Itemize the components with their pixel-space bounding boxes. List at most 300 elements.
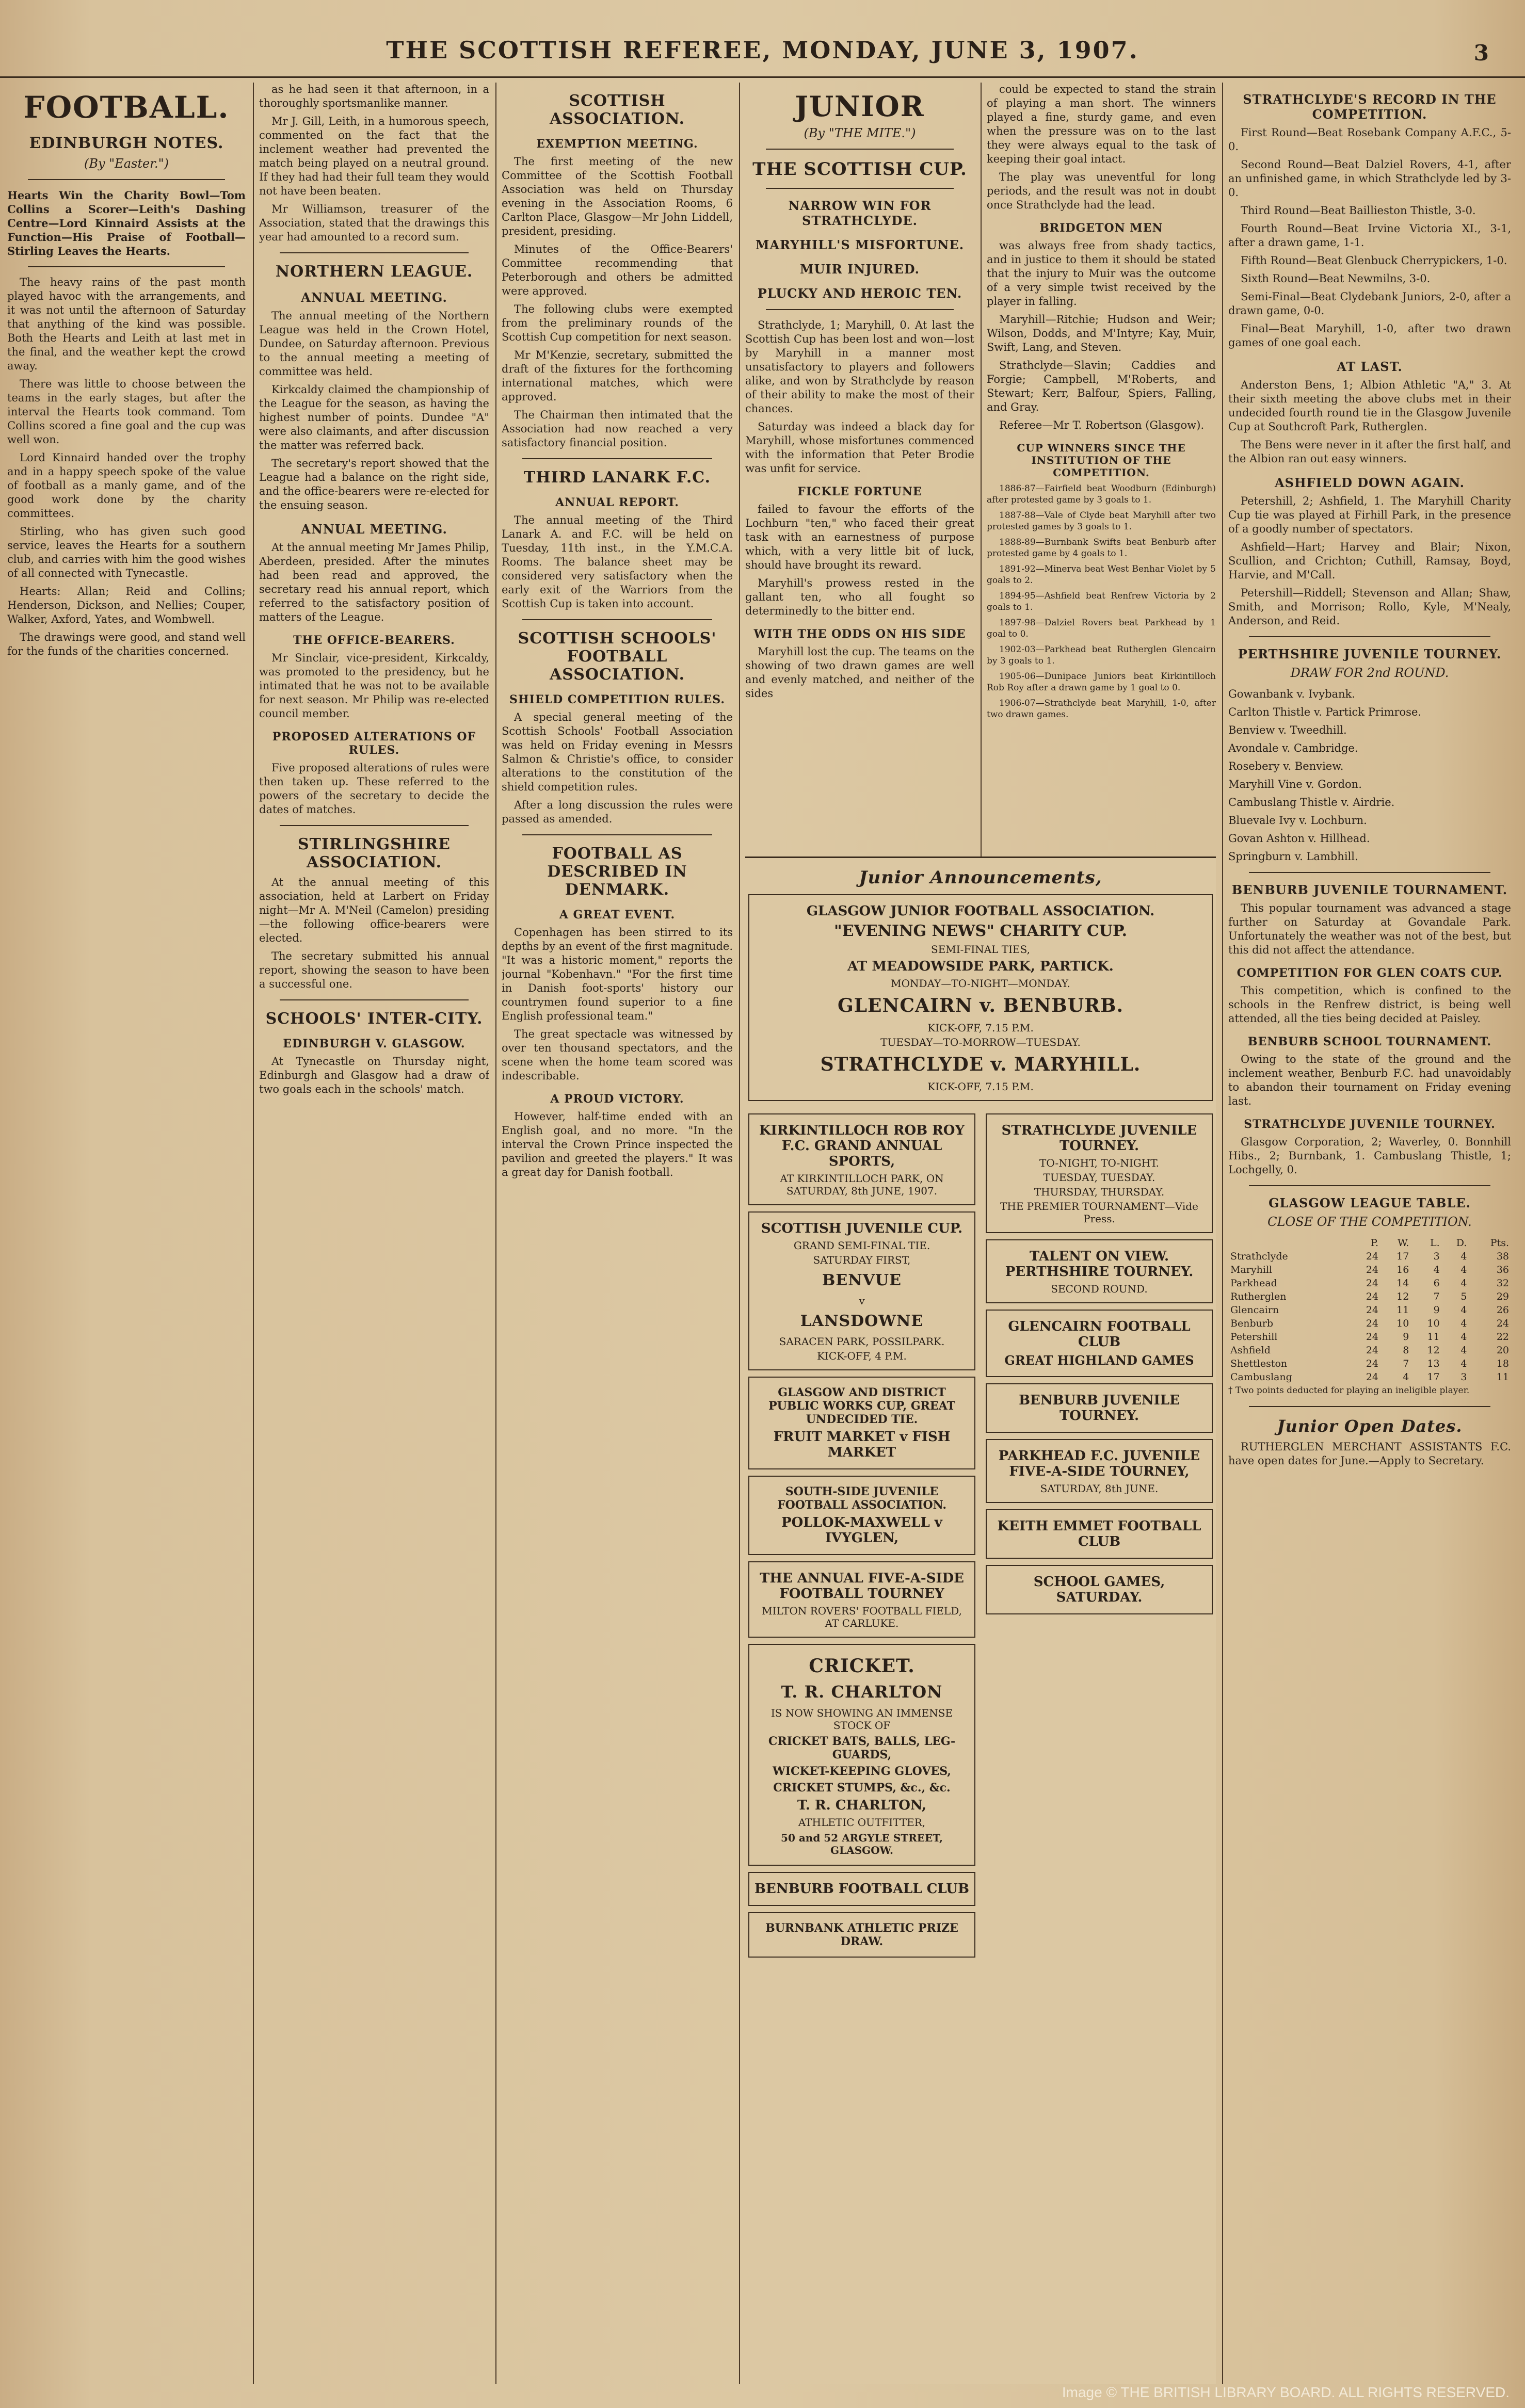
fickle-fortune-heading: FICKLE FORTUNE [797,485,922,498]
ad-school-games [986,1565,1213,1614]
ad-public-works [748,1377,975,1469]
table-cell: 4 [1460,1304,1467,1316]
table-cell: 18 [1496,1358,1509,1369]
league-table [1228,1236,1511,1384]
bridgeton-heading: BRIDGETON MEN [1039,221,1163,235]
team-line: Petershill—Riddell; Stevenson and Allan; Shaw, Smith, and Morrison; Rollo, Kyle, M'Nealy, Anderson, and Reid. [1228,587,1511,627]
perthshire-draw-sub: DRAW FOR 2nd ROUND. [1290,666,1449,680]
article-paragraph: The following clubs were exempted from the preliminary rounds of the Scottish Cup competition for next season. [502,303,733,343]
image-credit: Image © THE BRITISH LIBRARY BOARD. ALL RIGHTS RESERVED. [1062,2384,1510,2400]
article-paragraph: The annual meeting of the Northern League was held in the Crown Hotel, Dundee, on Saturday afternoon. Previous to the annual meeting a meeting of committee was held. [259,310,489,378]
deck-line: MUIR INJURED. [799,262,920,277]
ad-day: MONDAY—TO-NIGHT—MONDAY. [891,977,1070,990]
ad-charity-cup [748,894,1213,1101]
ad-ties: SEMI-FINAL TIES, [931,943,1030,956]
annual-meeting-heading: ANNUAL MEETING. [301,522,447,537]
article-paragraph: The play was uneventful for long periods, and the result was not in doubt once Strathclyde had the lead. [987,171,1216,211]
deck-line: NARROW WIN FOR STRATHCLYDE. [788,198,932,228]
table-cell: 17 [1396,1251,1409,1262]
table-cell: Cambuslang [1230,1371,1292,1383]
ad-versus: v [859,1295,865,1307]
ad-address: 50 and 52 ARGYLE STREET, GLASGOW. [781,1832,943,1856]
ad-footer: THE PREMIER TOURNAMENT—Vide Press. [1000,1200,1198,1225]
ad-column-right [983,1107,1216,1964]
article-paragraph: Anderston Bens, 1; Albion Athletic "A," 3. At their sixth meeting the above clubs met in their undecided fourth round tie in the Glasgow Juvenile Cup at Southcroft Park, Rutherglen. [1228,379,1511,433]
article-paragraph: The secretary submitted his annual report, showing the season to have been a successful one. [259,950,489,990]
ad-day: SATURDAY FIRST, [813,1254,911,1266]
ad-title: BENBURB FOOTBALL CLUB [755,1881,969,1897]
strathclyde-tourney-heading: STRATHCLYDE JUVENILE TOURNEY. [1244,1118,1496,1131]
ad-line: CRICKET BATS, BALLS, LEG-GUARDS, [768,1735,956,1761]
table-cell: Glencairn [1230,1304,1279,1316]
table-cell: 10 [1427,1318,1440,1329]
ad-title: KIRKINTILLOCH ROB ROY F.C. GRAND ANNUAL SPORTS, [759,1123,965,1169]
ad-kickoff: KICK-OFF, 4 P.M. [817,1350,907,1362]
ad-line: CRICKET STUMPS, &c., &c. [773,1781,951,1795]
table-cell: 24 [1366,1371,1379,1383]
ad-line: TO-NIGHT, TO-NIGHT. [1039,1157,1159,1169]
ad-match: FRUIT MARKET v FISH MARKET [773,1429,951,1460]
table-row [1228,1276,1511,1290]
table-cell: 6 [1433,1278,1440,1289]
table-cell: 17 [1427,1371,1440,1383]
column-3 [502,83,733,2384]
ad-title: BENBURB JUVENILE TOURNEY. [1019,1393,1180,1424]
ad-cup-name: "EVENING NEWS" CHARITY CUP. [833,922,1128,940]
shield-rules-heading: SHIELD COMPETITION RULES. [509,693,725,706]
ad-title: BURNBANK ATHLETIC PRIZE DRAW. [765,1921,958,1948]
table-note: † Two points deducted for playing an ineligible player. [1228,1385,1470,1396]
divider [766,188,954,189]
article-paragraph: The heavy rains of the past month played havoc with the arrangements, and it was not until the afternoon of Saturday that anything of the kind was possible. Both the Hearts and Leith at last met in the final, and the weather kept the crowd away. [7,276,246,372]
article-paragraph: Petershill, 2; Ashfield, 1. The Maryhill Charity Cup tie was played at Firhill Park, in the presence of a goodly number of spectators. [1228,495,1511,535]
table-cell: Strathclyde [1230,1251,1288,1262]
column-2 [259,83,489,2384]
ad-venue: MILTON ROVERS' FOOTBALL FIELD, AT CARLUKE. [762,1605,962,1629]
ad-rob-roy-sports [748,1113,975,1205]
draw-entry: Benview v. Tweedhill. [1228,724,1347,736]
table-row [1228,1330,1511,1344]
table-cell: 10 [1396,1318,1409,1329]
league-table-heading: GLASGOW LEAGUE TABLE. [1269,1195,1471,1210]
divider [280,825,469,826]
ad-row [745,1107,1216,1964]
record-entry: Fifth Round—Beat Glenbuck Cherrypickers, 1-0. [1241,254,1507,267]
table-cell: 24 [1366,1251,1379,1262]
article-paragraph: was always free from shady tactics, and in justice to them it should be stated that the injury to Muir was the outcome of a very simple twist received by the player in falling. [987,239,1216,308]
article-paragraph: After a long discussion the rules were passed as amended. [502,799,733,825]
cup-winners-heading: CUP WINNERS SINCE THE INSTITUTION OF THE COMPETITION. [1017,442,1186,479]
table-cell: 36 [1496,1264,1509,1275]
odds-heading: WITH THE ODDS ON HIS SIDE [753,627,966,641]
third-lanark-heading: THIRD LANARK F.C. [523,468,711,487]
rules-heading: PROPOSED ALTERATIONS OF RULES. [272,730,476,757]
glen-coats-heading: COMPETITION FOR GLEN COATS CUP. [1237,966,1503,980]
ad-name: T. R. CHARLTON [781,1682,943,1702]
table-cell: 26 [1496,1304,1509,1316]
divider [28,266,225,267]
column-6 [1228,83,1511,2384]
ad-title: GLENCAIRN FOOTBALL CLUB [1008,1319,1191,1350]
article-paragraph: The Bens were never in it after the first half, and the Albion ran out easy winners. [1228,439,1511,465]
ad-strathclyde-tourney [986,1113,1213,1233]
table-cell: 16 [1396,1264,1409,1275]
article-deck: Hearts Win the Charity Bowl—Tom Collins a Scorer—Leith's Dashing Centre—Lord Kinnaird Assists at the Function—His Praise of Football—Stirling Leaves the Hearts. [7,189,246,257]
open-dates-heading: Junior Open Dates. [1277,1416,1463,1436]
ad-date: SATURDAY, 8th JUNE. [1040,1482,1159,1495]
league-table-sub: CLOSE OF THE COMPETITION. [1267,1215,1472,1229]
ad-benburb-club [748,1872,975,1906]
article-paragraph: At the annual meeting Mr James Philip, Aberdeen, presided. After the minutes had been read and approved, the secretary read his annual report, which referred to the satisfactory position of matters of the League. [259,541,489,623]
ad-parkhead-five [986,1439,1213,1503]
great-event-heading: A GREAT EVENT. [559,908,676,922]
ad-match: POLLOK-MAXWELL v IVYGLEN, [781,1515,942,1546]
table-cell: 24 [1366,1291,1379,1302]
ad-column-left [745,1107,978,1964]
table-cell: 24 [1366,1304,1379,1316]
article-paragraph: Maryhill's prowess rested in the gallant ten, who all fought so determinedly to the bitter end. [745,577,974,617]
table-cell: 11 [1496,1371,1509,1383]
table-cell: 7 [1403,1358,1409,1369]
article-paragraph: Maryhill lost the cup. The teams on the showing of two drawn games are well and evenly matched, and neither of the sides [745,645,974,700]
divider [522,458,712,459]
table-cell: 12 [1427,1345,1440,1356]
article-paragraph: Copenhagen has been stirred to its depths by an event of the first magnitude. "It was a historic moment," reports the journal "Kobenhavn." "For the first time in Danish foot-sports' history our countrymen found superior to a fine English professional team." [502,926,733,1022]
strathclyde-record-heading: STRATHCLYDE'S RECORD IN THE COMPETITION. [1243,92,1497,122]
divider [280,252,469,253]
article-paragraph: Stirling, who has given such good service, leaves the Hearts for a southern club, and carries with him the good wishes of all connected with Tynecastle. [7,525,246,579]
ad-sub: SECOND ROUND. [1051,1283,1148,1295]
schools-match-heading: EDINBURGH V. GLASGOW. [283,1037,465,1051]
divider [522,834,712,835]
article-paragraph: Saturday was indeed a black day for Maryhill, whose misfortunes commenced with the information that Peter Brodie was unfit for service. [745,421,974,475]
table-cell: Petershill [1230,1331,1278,1343]
draw-entry: Cambuslang Thistle v. Airdrie. [1228,796,1395,809]
team-line: Strathclyde—Slavin; Caddies and Forgie; Campbell, M'Roberts, and Stewart; Kerr, Balfour, Spiers, Falling, and Gray. [987,359,1216,413]
ad-five-a-side [748,1561,975,1638]
table-header: Pts. [1490,1237,1509,1249]
article-paragraph: failed to favour the efforts of the Lochburn "ten," who faced their great task with an earnestness of purpose which, with a very little bit of luck, should have brought its reward. [745,503,974,571]
table-row [1228,1357,1511,1370]
deck-line: PLUCKY AND HEROIC TEN. [757,286,962,301]
draw-entry: Carlton Thistle v. Partick Primrose. [1228,706,1422,718]
table-header: W. [1398,1237,1409,1249]
article-paragraph: Kirkcaldy claimed the championship of the League for the season, as having the highest number of points. Dundee "A" were also claimants, and after discussion the matter was referred back. [259,383,489,451]
article-paragraph: Five proposed alterations of rules were then taken up. These referred to the powers of the secretary to decide the dates of matches. [259,762,489,816]
referee-line: Referee—Mr T. Robertson (Glasgow). [999,419,1205,431]
table-cell: 20 [1496,1345,1509,1356]
league-table-body [1228,1250,1511,1384]
table-cell: Parkhead [1230,1278,1277,1289]
winner-entry: 1891-92—Minerva beat West Benhar Violet by 5 goals to 2. [987,564,1216,586]
table-header: P. [1371,1237,1379,1249]
record-entry: Semi-Final—Beat Clydebank Juniors, 2-0, after a drawn game, 0-0. [1228,290,1511,317]
at-last-heading: AT LAST. [1337,359,1403,374]
ad-title: STRATHCLYDE JUVENILE TOURNEY. [1001,1123,1197,1154]
table-cell: 4 [1403,1371,1409,1383]
article-paragraph: The first meeting of the new Committee of the Scottish Football Association was held on Thursday evening in the Association Rooms, 6 Carlton Place, Glasgow—Mr John Liddell, president, presiding. [502,155,733,237]
table-cell: 11 [1396,1304,1409,1316]
table-cell: 24 [1366,1264,1379,1275]
winner-entry: 1894-95—Ashfield beat Renfrew Victoria by 2 goals to 1. [987,591,1216,612]
table-cell: 13 [1427,1358,1440,1369]
table-row [1228,1344,1511,1357]
article-paragraph: A special general meeting of the Scottish Schools' Football Association was held on Friday evening in Messrs Salmon & Christie's office, to consider alterations to the constitution of the shield competition rules. [502,711,733,793]
article-paragraph: Minutes of the Office-Bearers' Committee recommending that Peterborough and others be admitted were approved. [502,243,733,297]
ad-title: SCOTTISH JUVENILE CUP. [761,1221,963,1236]
column-1 [7,83,246,2384]
table-cell: Shettleston [1230,1358,1288,1369]
divider [1249,1406,1490,1407]
article-paragraph: The drawings were good, and stand well for the funds of the charities concerned. [7,631,246,657]
divider [1249,872,1490,873]
divider [745,856,1216,858]
table-cell: 24 [1366,1331,1379,1343]
table-cell: 11 [1427,1331,1440,1343]
ad-name: T. R. CHARLTON, [797,1798,927,1813]
ad-keith-emmet [986,1509,1213,1559]
record-entry: Sixth Round—Beat Newmilns, 3-0. [1241,272,1431,285]
table-cell: 24 [1366,1358,1379,1369]
article-paragraph: At Tynecastle on Thursday night, Edinburgh and Glasgow had a draw of two goals each in the schools' match. [259,1055,489,1095]
ad-team: LANSDOWNE [800,1312,924,1330]
schools-inter-city-heading: SCHOOLS' INTER-CITY. [265,1010,483,1028]
byline: (By "Easter.") [84,156,169,171]
scottish-cup-heading: THE SCOTTISH CUP. [752,159,967,180]
table-cell: 4 [1433,1264,1440,1275]
winner-entry: 1906-07—Strathclyde beat Maryhill, 1-0, after two drawn games. [987,698,1216,720]
table-cell: 3 [1433,1251,1440,1262]
ad-perthshire-tourney [986,1239,1213,1303]
annual-meeting-heading: ANNUAL MEETING. [301,290,447,305]
ad-line: WICKET-KEEPING GLOVES, [773,1765,951,1778]
table-cell: 4 [1460,1331,1467,1343]
table-cell: 22 [1496,1331,1509,1343]
article-paragraph: There was little to choose between the teams in the early stages, but after the interval the Hearts took command. Tom Collins scored a fine goal and the cup was well won. [7,378,246,446]
table-cell: 8 [1403,1345,1409,1356]
benburb-tournament-heading: BENBURB JUVENILE TOURNAMENT. [1231,882,1508,897]
table-row [1228,1303,1511,1317]
record-entry: Second Round—Beat Dalziel Rovers, 4-1, after an unfinished game, in which Strathclyde led by 3-0. [1228,158,1511,199]
column-rule [253,83,254,2384]
byline: (By "THE MITE.") [804,126,916,140]
winner-entry: 1886-87—Fairfield beat Woodburn (Edinburgh) after protested game by 3 goals to 1. [987,483,1216,505]
ad-title: CRICKET. [809,1655,915,1677]
northern-league-heading: NORTHERN LEAGUE. [275,263,473,281]
table-row [1228,1263,1511,1276]
draw-entry: Gowanbank v. Ivybank. [1228,688,1355,700]
stirlingshire-heading: STIRLINGSHIRE ASSOCIATION. [298,835,451,871]
table-header-row [1228,1236,1511,1250]
ad-title: SCHOOL GAMES, SATURDAY. [1033,1574,1165,1605]
table-row [1228,1290,1511,1303]
table-cell: 38 [1496,1251,1509,1262]
article-paragraph: The annual meeting of the Third Lanark A. and F.C. will be held on Tuesday, 11th inst., in the Y.M.C.A. Rooms. The balance sheet may be considered very satisfactory when the early exit of the Warriors from the Scottish Cup is taken into account. [502,514,733,610]
ad-team: BENVUE [822,1271,902,1289]
ad-venue: AT MEADOWSIDE PARK, PARTICK. [847,959,1114,974]
ad-south-side [748,1476,975,1555]
table-cell: 24 [1496,1318,1509,1329]
perthshire-heading: PERTHSHIRE JUVENILE TOURNEY. [1238,647,1502,661]
announcements-block [745,856,1216,2384]
table-cell: 9 [1433,1304,1440,1316]
ad-title: TALENT ON VIEW. PERTHSHIRE TOURNEY. [1005,1249,1194,1280]
page-number: 3 [1473,40,1489,66]
article-paragraph: Glasgow Corporation, 2; Waverley, 0. Bonnhill Hibs., 2; Burnbank, 1. Cambuslang Thistle, 1; Lochgelly, 0. [1228,1136,1511,1176]
table-cell: 4 [1460,1278,1467,1289]
table-cell: 5 [1460,1291,1467,1302]
record-entry: Fourth Round—Beat Irvine Victoria XI., 3-1, after a drawn game, 1-1. [1228,222,1511,249]
table-cell: 24 [1366,1345,1379,1356]
junior-heading: JUNIOR [795,90,925,123]
column-rule [495,83,496,2384]
table-cell: 7 [1433,1291,1440,1302]
draw-entry: Bluevale Ivy v. Lochburn. [1228,814,1367,827]
article-paragraph: Owing to the state of the ground and the inclement weather, Benburb F.C. had unavoidably to abandon their tournament on Friday evening last. [1228,1053,1511,1107]
winner-entry: 1888-89—Burnbank Swifts beat Benburb after protested game by 4 goals to 1. [987,537,1216,559]
ad-title: GLASGOW AND DISTRICT PUBLIC WORKS CUP, GREAT UNDECIDED TIE. [768,1386,955,1426]
office-bearers-heading: THE OFFICE-BEARERS. [293,634,455,647]
table-row [1228,1250,1511,1263]
ad-line: TUESDAY, TUESDAY. [1043,1171,1155,1184]
table-cell: 3 [1460,1371,1467,1383]
edinburgh-notes-heading: EDINBURGH NOTES. [29,134,224,152]
table-cell: Ashfield [1230,1345,1271,1356]
divider [28,179,225,180]
ad-glencairn-games [986,1310,1213,1377]
article-paragraph: Mr Williamson, treasurer of the Association, stated that the drawings this year had amounted to a record sum. [259,203,489,243]
table-cell: 9 [1403,1331,1409,1343]
column-rule [1222,83,1223,2384]
ashfield-heading: ASHFIELD DOWN AGAIN. [1275,475,1465,490]
winner-entry: 1902-03—Parkhead beat Rutherglen Glencairn by 3 goals to 1. [987,644,1216,666]
ad-juvenile-cup [748,1211,975,1370]
table-header: L. [1430,1237,1440,1249]
divider [766,149,954,150]
table-cell: Benburb [1230,1318,1274,1329]
ad-date: AT KIRKINTILLOCH PARK, ON SATURDAY, 8th JUNE, 1907. [780,1172,944,1197]
ad-title: THE ANNUAL FIVE-A-SIDE FOOTBALL TOURNEY [759,1571,965,1602]
denmark-heading: FOOTBALL AS DESCRIBED IN DENMARK. [547,845,687,899]
ad-sub: GREAT HIGHLAND GAMES [1004,1353,1194,1368]
section-title-football: FOOTBALL. [23,90,230,125]
ad-venue: SARACEN PARK, POSSILPARK. [779,1335,945,1348]
column-rule [739,83,740,2384]
winner-entry: 1887-88—Vale of Clyde beat Maryhill after two protested games by 3 goals to 1. [987,510,1216,532]
article-paragraph: Strathclyde, 1; Maryhill, 0. At last the Scottish Cup has been lost and won—lost by Maryhill in a manner most unsatisfactory to players and followers alike, and won by Strathclyde by reason of their ability to make the most of their chances. [745,319,974,415]
ad-benburb-tourney [986,1383,1213,1433]
article-paragraph: This popular tournament was advanced a stage further on Saturday at Govandale Park. Unfortunately the weather was not of the best, but this did not affect the attendance. [1228,902,1511,956]
table-cell: 32 [1496,1278,1509,1289]
article-paragraph: Hearts: Allan; Reid and Collins; Henderson, Dickson, and Nellies; Couper, Walker, Axford, Yates, and Wombwell. [7,585,246,625]
table-cell: 4 [1460,1345,1467,1356]
ad-sub: GRAND SEMI-FINAL TIE. [793,1239,930,1252]
divider [766,309,954,310]
table-cell: 4 [1460,1318,1467,1329]
deck-line: MARYHILL'S MISFORTUNE. [755,237,965,252]
draw-entry: Govan Ashton v. Hillhead. [1228,832,1370,845]
masthead: THE SCOTTISH REFEREE, MONDAY, JUNE 3, 1907. [386,36,1139,64]
ad-title: GLASGOW JUNIOR FOOTBALL ASSOCIATION. [806,903,1155,919]
announcements-heading: Junior Announcements, [859,867,1102,888]
ad-kickoff: KICK-OFF, 7.15 P.M. [927,1080,1034,1093]
ad-title: SOUTH-SIDE JUVENILE FOOTBALL ASSOCIATION. [777,1485,946,1512]
ad-trade: ATHLETIC OUTFITTER, [798,1816,926,1829]
table-cell: 14 [1396,1278,1409,1289]
winner-entry: 1905-06—Dunipace Juniors beat Kirkintilloch Rob Roy after a drawn game by 1 goal to 0. [987,671,1216,693]
article-paragraph: This competition, which is confined to the schools in the Renfrew district, is being well attended, all the ties being decided at Paisley. [1228,984,1511,1025]
divider [280,999,469,1000]
article-paragraph: At the annual meeting of this association, held at Larbert on Friday night—Mr A. M'Neil (Camelon) presiding—the following office-bearers were elected. [259,876,489,944]
ad-kickoff: KICK-OFF, 7.15 P.M. [927,1022,1034,1034]
ad-match: STRATHCLYDE v. MARYHILL. [820,1054,1141,1075]
article-paragraph: RUTHERGLEN MERCHANT ASSISTANTS F.C. have open dates for June.—Apply to Secretary. [1228,1441,1511,1467]
record-entry: First Round—Beat Rosebank Company A.F.C., 5-0. [1228,126,1511,153]
article-paragraph: could be expected to stand the strain of playing a man short. The winners played a fine, sturdy game, and even when the pressure was on to the last they were always equal to the task of keeping their goal intact. [987,83,1216,165]
table-cell: 4 [1460,1264,1467,1275]
winner-entry: 1897-98—Dalziel Rovers beat Parkhead by 1 goal to 0. [987,618,1216,639]
ad-day: TUESDAY—TO-MORROW—TUESDAY. [880,1036,1081,1048]
exemption-heading: EXEMPTION MEETING. [536,137,698,151]
article-paragraph: as he had seen it that afternoon, in a thoroughly sportsmanlike manner. [259,83,489,109]
table-cell: 12 [1396,1291,1409,1302]
benburb-school-heading: BENBURB SCHOOL TOURNAMENT. [1247,1035,1492,1048]
article-paragraph: The great spectacle was witnessed by over ten thousand spectators, and the scene when the home team scored was indescribable. [502,1028,733,1082]
article-paragraph: Mr Sinclair, vice-president, Kirkcaldy, was promoted to the presidency, but he intimated that he was not to be available for next season. Mr Philip was re-elected council member. [259,652,489,720]
masthead-rule [0,76,1525,78]
divider [1249,636,1490,637]
table-row [1228,1317,1511,1330]
table-cell: Rutherglen [1230,1291,1287,1302]
table-header [1228,1236,1350,1250]
table-cell: 4 [1460,1251,1467,1262]
table-header: D. [1456,1237,1467,1249]
ad-title: PARKHEAD F.C. JUVENILE FIVE-A-SIDE TOURNEY, [998,1448,1200,1479]
record-entry: Final—Beat Maryhill, 1-0, after two drawn games of one goal each. [1228,322,1511,349]
divider [522,619,712,620]
article-paragraph: Lord Kinnaird handed over the trophy and in a happy speech spoke of the value of football as a manly game, and of the good work done by the charity committees. [7,451,246,520]
ad-match: GLENCAIRN v. BENBURB. [837,995,1124,1016]
proud-victory-heading: A PROUD VICTORY. [550,1092,684,1106]
ad-cricket-charlton [748,1644,975,1866]
scottish-association-heading: SCOTTISH ASSOCIATION. [549,92,685,128]
article-paragraph: Mr J. Gill, Leith, in a humorous speech, commented on the fact that the inclement weather had prevented the match being played on a neutral ground. If they had had their full team they would not have been beaten. [259,115,489,197]
ad-title: KEITH EMMET FOOTBALL CLUB [997,1518,1201,1549]
draw-entry: Rosebery v. Benview. [1228,760,1344,772]
ad-burnbank-draw [748,1912,975,1958]
article-paragraph: The Chairman then intimated that the Association had now reached a very satisfactory financial position. [502,409,733,449]
team-line: Maryhill—Ritchie; Hudson and Weir; Wilson, Dodds, and M'Intyre; Kay, Muir, Swift, Lang, and Steven. [987,313,1216,353]
table-row [1228,1370,1511,1384]
table-cell: 24 [1366,1318,1379,1329]
record-entry: Third Round—Beat Baillieston Thistle, 3-0. [1241,204,1476,217]
ad-line: IS NOW SHOWING AN IMMENSE STOCK OF [770,1707,953,1732]
article-paragraph: The secretary's report showed that the League had a balance on the right side, and the office-bearers were re-elected for the ensuing season. [259,457,489,511]
table-cell: 29 [1496,1291,1509,1302]
table-cell: 4 [1460,1358,1467,1369]
schools-fa-heading: SCOTTISH SCHOOLS' FOOTBALL ASSOCIATION. [518,629,717,684]
article-paragraph: Mr M'Kenzie, secretary, submitted the draft of the fixtures for the forthcoming international matches, which were approved. [502,349,733,403]
team-line: Ashfield—Hart; Harvey and Blair; Nixon, Scullion, and Crichton; Cuthill, Ramsay, Boyd, Harvie, and M'Call. [1228,541,1511,581]
annual-report-heading: ANNUAL REPORT. [555,496,679,509]
divider [1249,1185,1490,1186]
draw-entry: Springburn v. Lambhill. [1228,850,1358,863]
draw-entry: Avondale v. Cambridge. [1228,742,1358,754]
table-cell: Maryhill [1230,1264,1273,1275]
article-paragraph: However, half-time ended with an English goal, and no more. "In the interval the Crown Prince inspected the pavilion and greeted the players." It was a great day for Danish football. [502,1110,733,1178]
table-cell: 24 [1366,1278,1379,1289]
draw-entry: Maryhill Vine v. Gordon. [1228,778,1362,790]
